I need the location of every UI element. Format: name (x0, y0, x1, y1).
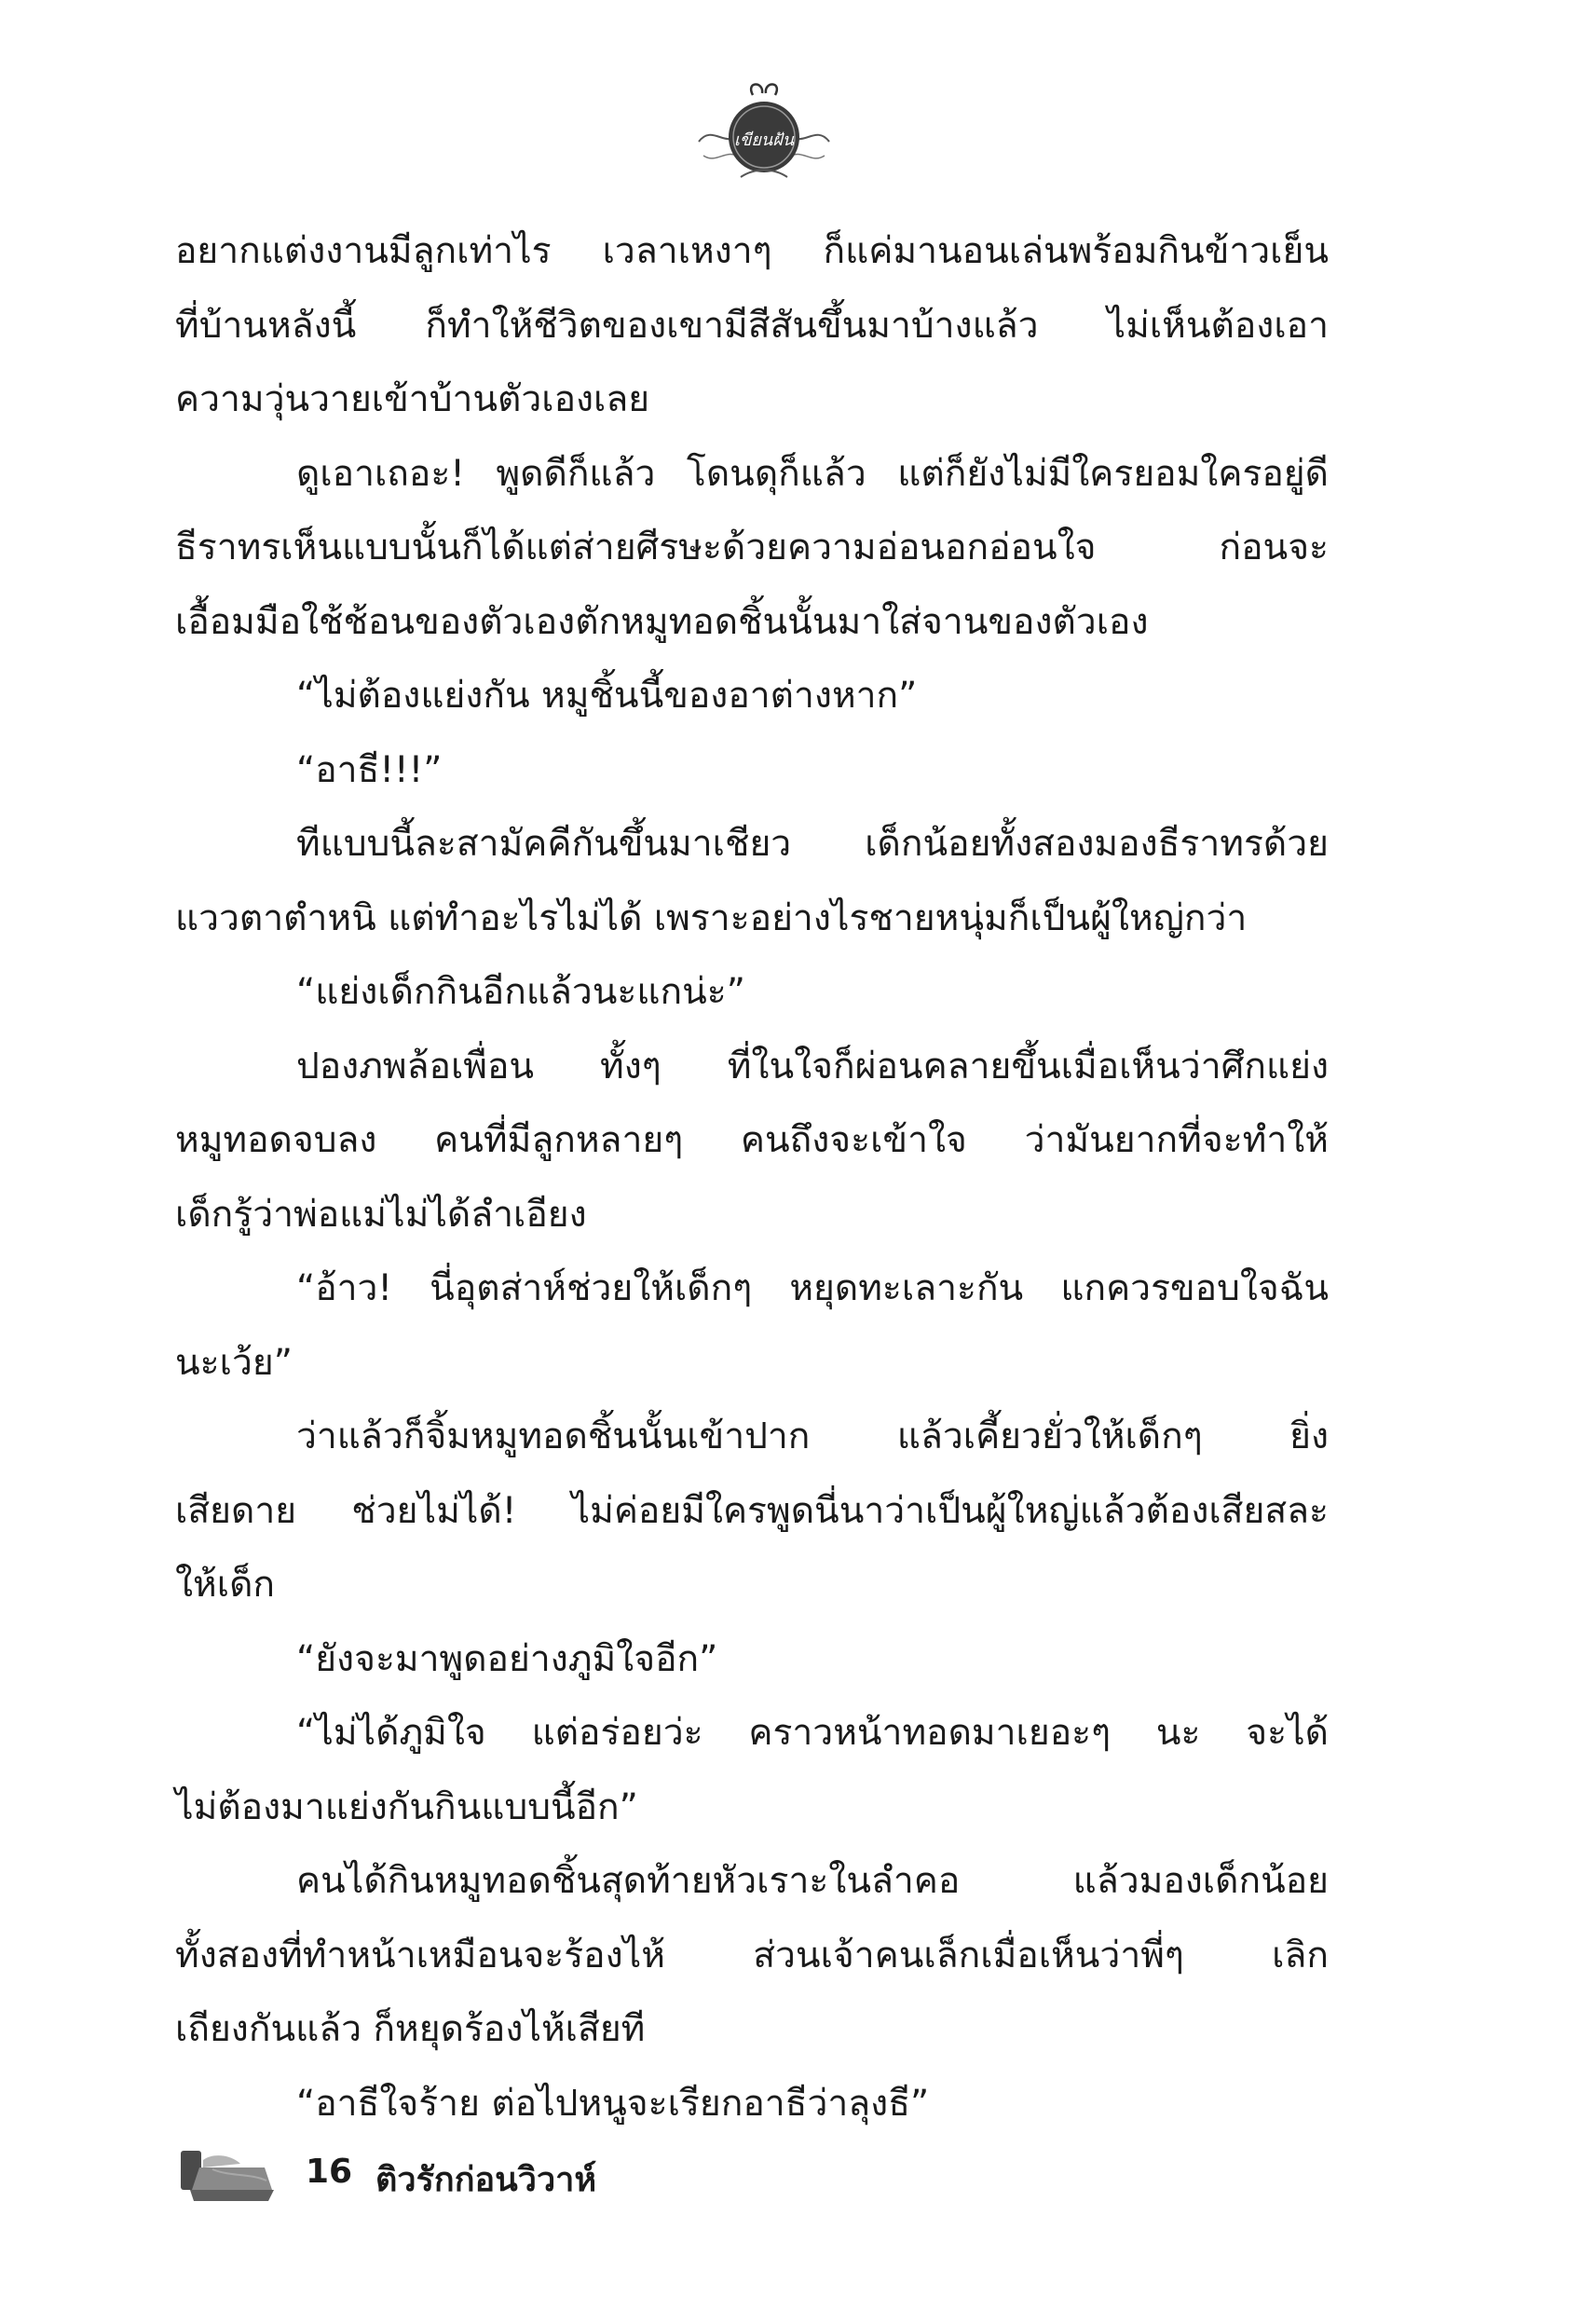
paragraph (175, 955, 1329, 1030)
paragraph (175, 1400, 1329, 1622)
text-line: อยากแต่งงานมีลูกเท่าไร เวลาเหงาๆ ก็แค่มานอนเล่นพร้อมกินข้าวเย็น (175, 230, 1329, 272)
text-line: ให้เด็ก (175, 1564, 276, 1606)
body-text (175, 214, 1329, 2140)
text-line: “อาธีใจร้าย ต่อไปหนูจะเรียกอาธีว่าลุงธี” (296, 2082, 930, 2125)
text-line: ที่บ้านหลังนี้ ก็ทำให้ชีวิตของเขามีสีสันขึ้นมาบ้างแล้ว ไม่เห็นต้องเอา (175, 304, 1329, 347)
text-line: คนได้กินหมูทอดชิ้นสุดท้ายหัวเราะในลำคอ แล้วมองเด็กน้อย (296, 1860, 1329, 1902)
text-line: ดูเอาเถอะ! พูดดีก็แล้ว โดนดุก็แล้ว แต่ก็ยังไม่มีใครยอมใครอยู่ดี (296, 452, 1329, 495)
text-line: ความวุ่นวายเข้าบ้านตัวเองเลย (175, 378, 650, 420)
paragraph (175, 437, 1329, 660)
text-line: ว่าแล้วก็จิ้มหมูทอดชิ้นนั้นเข้าปาก แล้วเคี้ยวยั่วให้เด็กๆ ยิ่ง (296, 1415, 1329, 1457)
paragraph (175, 1251, 1329, 1400)
text-line: ปองภพล้อเพื่อน ทั้งๆ ที่ในใจก็ผ่อนคลายขึ้นเมื่อเห็นว่าศึกแย่ง (296, 1045, 1329, 1087)
paragraph (175, 659, 1329, 733)
text-line: ไม่ต้องมาแย่งกันกินแบบนี้อีก” (175, 1785, 638, 1828)
paragraph (175, 1622, 1329, 1697)
text-line: เอื้อมมือใช้ช้อนของตัวเองตักหมูทอดชิ้นนั้นมาใส่จานของตัวเอง (175, 600, 1149, 643)
text-line: เถียงกันแล้ว ก็หยุดร้องไห้เสียที (175, 2008, 646, 2050)
paragraph (175, 1696, 1329, 1844)
logo-text: เขียนฝัน (733, 130, 795, 150)
text-line: ทั้งสองที่ทำหน้าเหมือนจะร้องไห้ ส่วนเจ้าคนเล็กเมื่อเห็นว่าพี่ๆ เลิก (175, 1934, 1329, 1976)
text-line: นะเว้ย” (175, 1341, 293, 1384)
publisher-logo-icon (689, 76, 839, 188)
text-line: ทีแบบนี้ละสามัคคีกันขึ้นมาเชียว เด็กน้อยทั้งสองมองธีราทรด้วย (296, 823, 1329, 865)
text-line: “ไม่ได้ภูมิใจ แต่อร่อยว่ะ คราวหน้าทอดมาเยอะๆ นะ จะได้ (296, 1712, 1329, 1754)
page-number: 16 (306, 2153, 353, 2191)
page-footer (175, 2143, 921, 2218)
text-line: หมูทอดจบลง คนที่มีลูกหลายๆ คนถึงจะเข้าใจ ว่ามันยากที่จะทำให้ (175, 1119, 1329, 1161)
text-line: “แย่งเด็กกินอีกแล้วนะแกน่ะ” (296, 971, 745, 1013)
text-line: เสียดาย ช่วยไม่ได้! ไม่ค่อยมีใครพูดนี่นาว่าเป็นผู้ใหญ่แล้วต้องเสียสละ (175, 1489, 1329, 1532)
paragraph (175, 1030, 1329, 1252)
paragraph (175, 214, 1329, 437)
paragraph (175, 1844, 1329, 2067)
text-line: “อาธี!!!” (296, 748, 443, 791)
text-line: “ไม่ต้องแย่งกัน หมูชิ้นนี้ของอาต่างหาก” (296, 675, 918, 717)
text-line: แววตาตำหนิ แต่ทำอะไรไม่ได้ เพราะอย่างไรชายหนุ่มก็เป็นผู้ใหญ่กว่า (175, 896, 1248, 939)
text-line: ธีราทรเห็นแบบนั้นก็ได้แต่ส่ายศีรษะด้วยความอ่อนอกอ่อนใจ ก่อนจะ (175, 526, 1329, 568)
bed-icon (175, 2143, 278, 2208)
text-line: “อ้าว! นี่อุตส่าห์ช่วยให้เด็กๆ หยุดทะเลาะกัน แกควรขอบใจฉัน (296, 1267, 1329, 1309)
paragraph (175, 807, 1329, 955)
text-line: “ยังจะมาพูดอย่างภูมิใจอีก” (296, 1637, 718, 1680)
text-line: เด็กรู้ว่าพ่อแม่ไม่ได้ลำเอียง (175, 1193, 587, 1236)
paragraph (175, 2067, 1329, 2141)
paragraph (175, 733, 1329, 808)
book-title: ติวรักก่อนวิวาห์ (375, 2161, 597, 2199)
